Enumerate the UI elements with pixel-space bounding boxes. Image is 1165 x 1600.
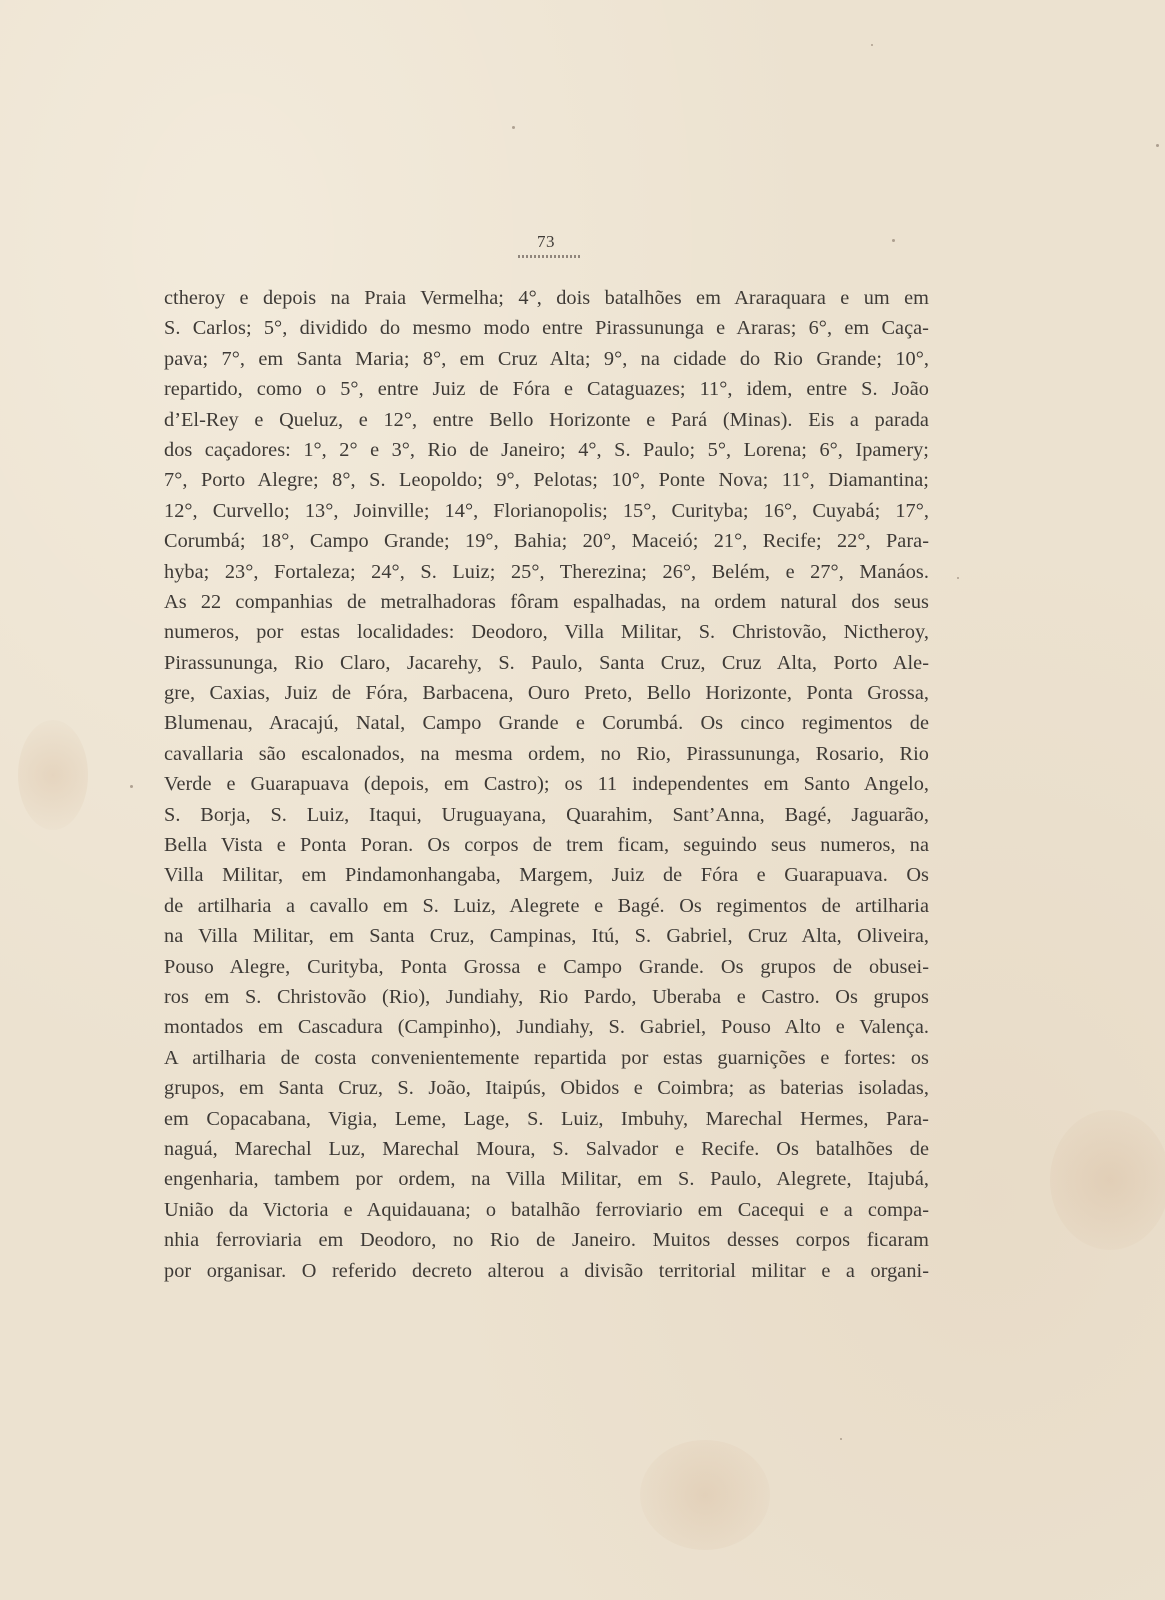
page-number: 73 bbox=[537, 232, 555, 251]
text-line: S. Borja, S. Luiz, Itaqui, Uruguayana, Quarahim, Sant’Anna, Bagé, Jaguarão, bbox=[164, 803, 929, 826]
text-line: nhia ferroviaria em Deodoro, no Rio de Janeiro. Muitos desses corpos ficaram bbox=[164, 1229, 929, 1252]
paper-speck bbox=[512, 126, 515, 129]
text-line: cavallaria são escalonados, na mesma ordem, no Rio, Pirassununga, Rosario, Rio bbox=[164, 742, 929, 765]
paper-speck bbox=[130, 785, 133, 788]
text-line: dos caçadores: 1°, 2° e 3°, Rio de Janeiro; 4°, S. Paulo; 5°, Lorena; 6°, Ipamery; bbox=[164, 438, 929, 461]
text-line: As 22 companhias de metralhadoras fôram espalhadas, na ordem natural dos seus bbox=[164, 590, 929, 613]
text-line: Villa Militar, em Pindamonhangaba, Margem, Juiz de Fóra e Guarapuava. Os bbox=[164, 864, 929, 887]
paper-speck bbox=[892, 239, 895, 242]
text-line: 7°, Porto Alegre; 8°, S. Leopoldo; 9°, Pelotas; 10°, Ponte Nova; 11°, Diamantina; bbox=[164, 469, 929, 492]
text-line: 12°, Curvello; 13°, Joinville; 14°, Florianopolis; 15°, Curityba; 16°, Cuyabá; 17°, bbox=[164, 499, 929, 522]
paper-speck bbox=[840, 1438, 842, 1440]
text-line: Pirassununga, Rio Claro, Jacarehy, S. Paulo, Santa Cruz, Cruz Alta, Porto Ale- bbox=[164, 651, 929, 674]
body-text bbox=[164, 283, 929, 1286]
text-line: ctheroy e depois na Praia Vermelha; 4°, dois batalhões em Araraquara e um em bbox=[164, 287, 929, 309]
text-line: gre, Caxias, Juiz de Fóra, Barbacena, Ouro Preto, Bello Horizonte, Ponta Grossa, bbox=[164, 682, 929, 705]
paper-stain bbox=[1050, 1110, 1165, 1250]
text-line: em Copacabana, Vigia, Leme, Lage, S. Luiz, Imbuhy, Marechal Hermes, Para- bbox=[164, 1107, 929, 1130]
text-line: Bella Vista e Ponta Poran. Os corpos de trem ficam, seguindo seus numeros, na bbox=[164, 834, 929, 857]
text-line: A artilharia de costa convenientemente repartida por estas guarnições e fortes: os bbox=[164, 1046, 929, 1069]
text-line: repartido, como o 5°, entre Juiz de Fóra e Cataguazes; 11°, idem, entre S. João bbox=[164, 378, 929, 401]
text-line: pava; 7°, em Santa Maria; 8°, em Cruz Alta; 9°, na cidade do Rio Grande; 10°, bbox=[164, 347, 929, 370]
paper-speck bbox=[1156, 144, 1159, 147]
text-line: S. Carlos; 5°, dividido do mesmo modo entre Pirassununga e Araras; 6°, em Caça- bbox=[164, 317, 929, 340]
text-line: engenharia, tambem por ordem, na Villa Militar, em S. Paulo, Alegrete, Itajubá, bbox=[164, 1168, 929, 1191]
text-line: ros em S. Christovão (Rio), Jundiahy, Rio Pardo, Uberaba e Castro. Os grupos bbox=[164, 985, 929, 1008]
text-line: Blumenau, Aracajú, Natal, Campo Grande e Corumbá. Os cinco regimentos de bbox=[164, 712, 929, 735]
text-line: grupos, em Santa Cruz, S. João, Itaipús, Obidos e Coimbra; as baterias isoladas, bbox=[164, 1077, 929, 1100]
text-line: Pouso Alegre, Curityba, Ponta Grossa e Campo Grande. Os grupos de obusei- bbox=[164, 955, 929, 978]
text-line: montados em Cascadura (Campinho), Jundiahy, S. Gabriel, Pouso Alto e Valença. bbox=[164, 1016, 929, 1039]
text-line: de artilharia a cavallo em S. Luiz, Alegrete e Bagé. Os regimentos de artilharia bbox=[164, 894, 929, 917]
text-line: Verde e Guarapuava (depois, em Castro); os 11 independentes em Santo Angelo, bbox=[164, 773, 929, 796]
paper-speck bbox=[871, 44, 873, 46]
text-line: por organisar. O referido decreto alterou a divisão territorial militar e a organi- bbox=[164, 1259, 929, 1282]
text-line: naguá, Marechal Luz, Marechal Moura, S. Salvador e Recife. Os batalhões de bbox=[164, 1137, 929, 1160]
paper-stain bbox=[18, 720, 88, 830]
text-line: numeros, por estas localidades: Deodoro, Villa Militar, S. Christovão, Nictheroy, bbox=[164, 621, 929, 644]
text-line: d’El-Rey e Queluz, e 12°, entre Bello Horizonte e Pará (Minas). Eis a parada bbox=[164, 408, 929, 431]
text-line: União da Victoria e Aquidauana; o batalhão ferroviario em Cacequi e a compa- bbox=[164, 1198, 929, 1221]
text-line: hyba; 23°, Fortaleza; 24°, S. Luiz; 25°, Therezina; 26°, Belém, e 27°, Manáos. bbox=[164, 560, 929, 583]
page-number-ornament bbox=[518, 255, 580, 258]
text-line: na Villa Militar, em Santa Cruz, Campinas, Itú, S. Gabriel, Cruz Alta, Oliveira, bbox=[164, 925, 929, 948]
paper-stain bbox=[640, 1440, 770, 1550]
paper-speck bbox=[957, 577, 959, 579]
text-line: Corumbá; 18°, Campo Grande; 19°, Bahia; 20°, Maceió; 21°, Recife; 22°, Para- bbox=[164, 530, 929, 553]
